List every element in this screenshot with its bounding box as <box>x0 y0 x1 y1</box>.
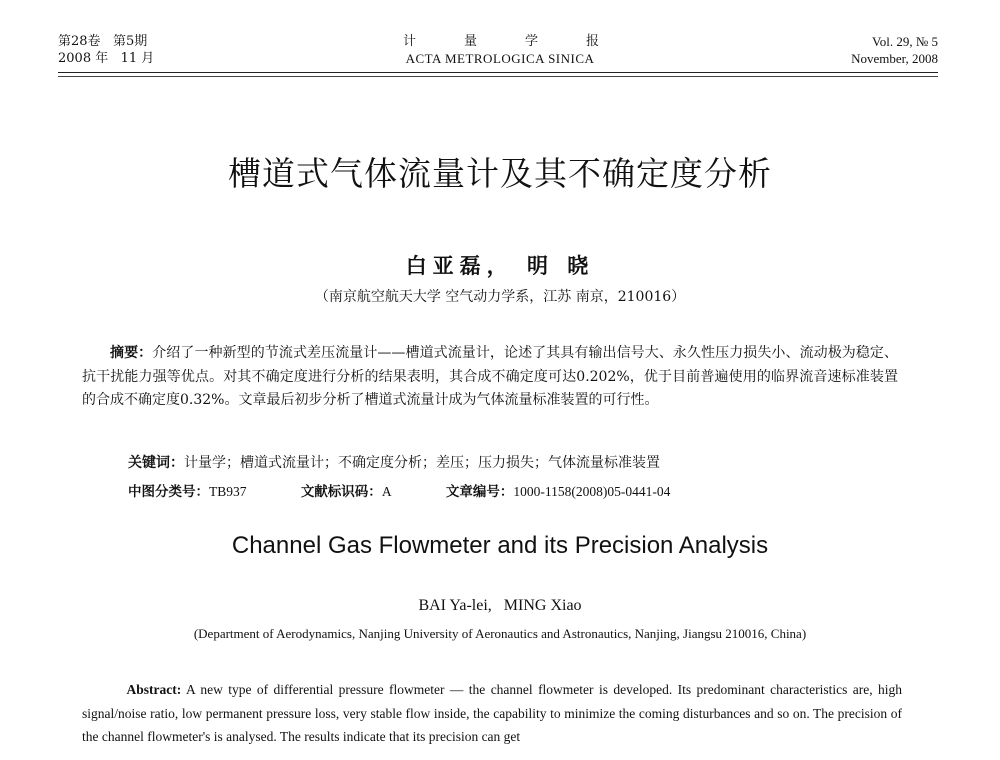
clc-value: TB937 <box>209 484 247 499</box>
article-number-value: 1000-1158(2008)05-0441-04 <box>513 484 671 499</box>
journal-title-cn: 计量学报 <box>402 34 647 49</box>
abstract-cn-label: 摘要： <box>110 345 153 361</box>
header-rule-top <box>58 72 938 73</box>
affiliation-en: (Department of Aerodynamics, Nanjing University of Aeronautics and Astronautics, Nanjing, Jiangsu 210016, China) <box>193 626 807 641</box>
abstract-cn-text: 介绍了一种新型的节流式差压流量计——槽道式流量计，论述了其具有输出信号大、永久性压力损失小、流动极为稳定、抗干扰能力强等优点。对其不确定度进行分析的结果表明，其合成不确定度可达0.202%，优于目前普遍使用的临界流音速标准装置的合成不确定度0.32%。文章最后初步分析了槽道式流量计成为气体流量标准装置的可行性。 <box>82 345 899 408</box>
header-right <box>851 33 938 67</box>
header-center <box>0 33 1000 67</box>
doc-code-label: 文献标识码： <box>300 484 382 500</box>
journal-title-en: ACTA METROLOGICA SINICA <box>405 51 595 66</box>
year-cn: 2008 年 <box>58 51 109 66</box>
keywords-cn <box>128 452 660 472</box>
header-rule-bottom <box>58 76 938 77</box>
abstract-cn <box>82 342 898 413</box>
abstract-en-label: Abstract: <box>126 682 182 697</box>
volume-en: Vol. 29, № 5 <box>872 34 938 49</box>
classification-row <box>128 480 670 500</box>
paper-title-cn: 槽道式气体流量计及其不确定度分析 <box>228 154 772 193</box>
doc-code-value: A <box>381 484 392 499</box>
clc-label: 中图分类号： <box>128 484 209 500</box>
abstract-en <box>82 678 902 749</box>
issue-cn: 第5期 <box>112 34 148 49</box>
paper-title-en: Channel Gas Flowmeter and its Precision Analysis <box>231 532 769 559</box>
month-cn: 11 月 <box>120 51 155 66</box>
authors-en: BAI Ya-lei, MING Xiao <box>418 597 582 614</box>
affiliation-cn: （南京航空航天大学 空气动力学系，江苏 南京，210016） <box>314 289 686 305</box>
volume-cn: 第28卷 <box>58 34 101 49</box>
authors-cn: 白亚磊， 明 晓 <box>405 253 595 278</box>
keywords-cn-text: 计量学；槽道式流量计；不确定度分析；差压；压力损失；气体流量标准装置 <box>184 455 660 471</box>
article-number-label: 文章编号： <box>445 484 514 500</box>
date-en: November, 2008 <box>851 51 938 66</box>
keywords-cn-label: 关键词： <box>128 455 184 471</box>
abstract-en-text: A new type of differential pressure flowmeter — the channel flowmeter is developed. Its predominant characteristics are, high signal/noise ratio, low permanent pressure loss, very stable flow inside, the capability to minimize the coming disturbances and so on. The precision of the channel flowmeter's is analysed. The results indicate that its precision can get <box>82 682 902 744</box>
